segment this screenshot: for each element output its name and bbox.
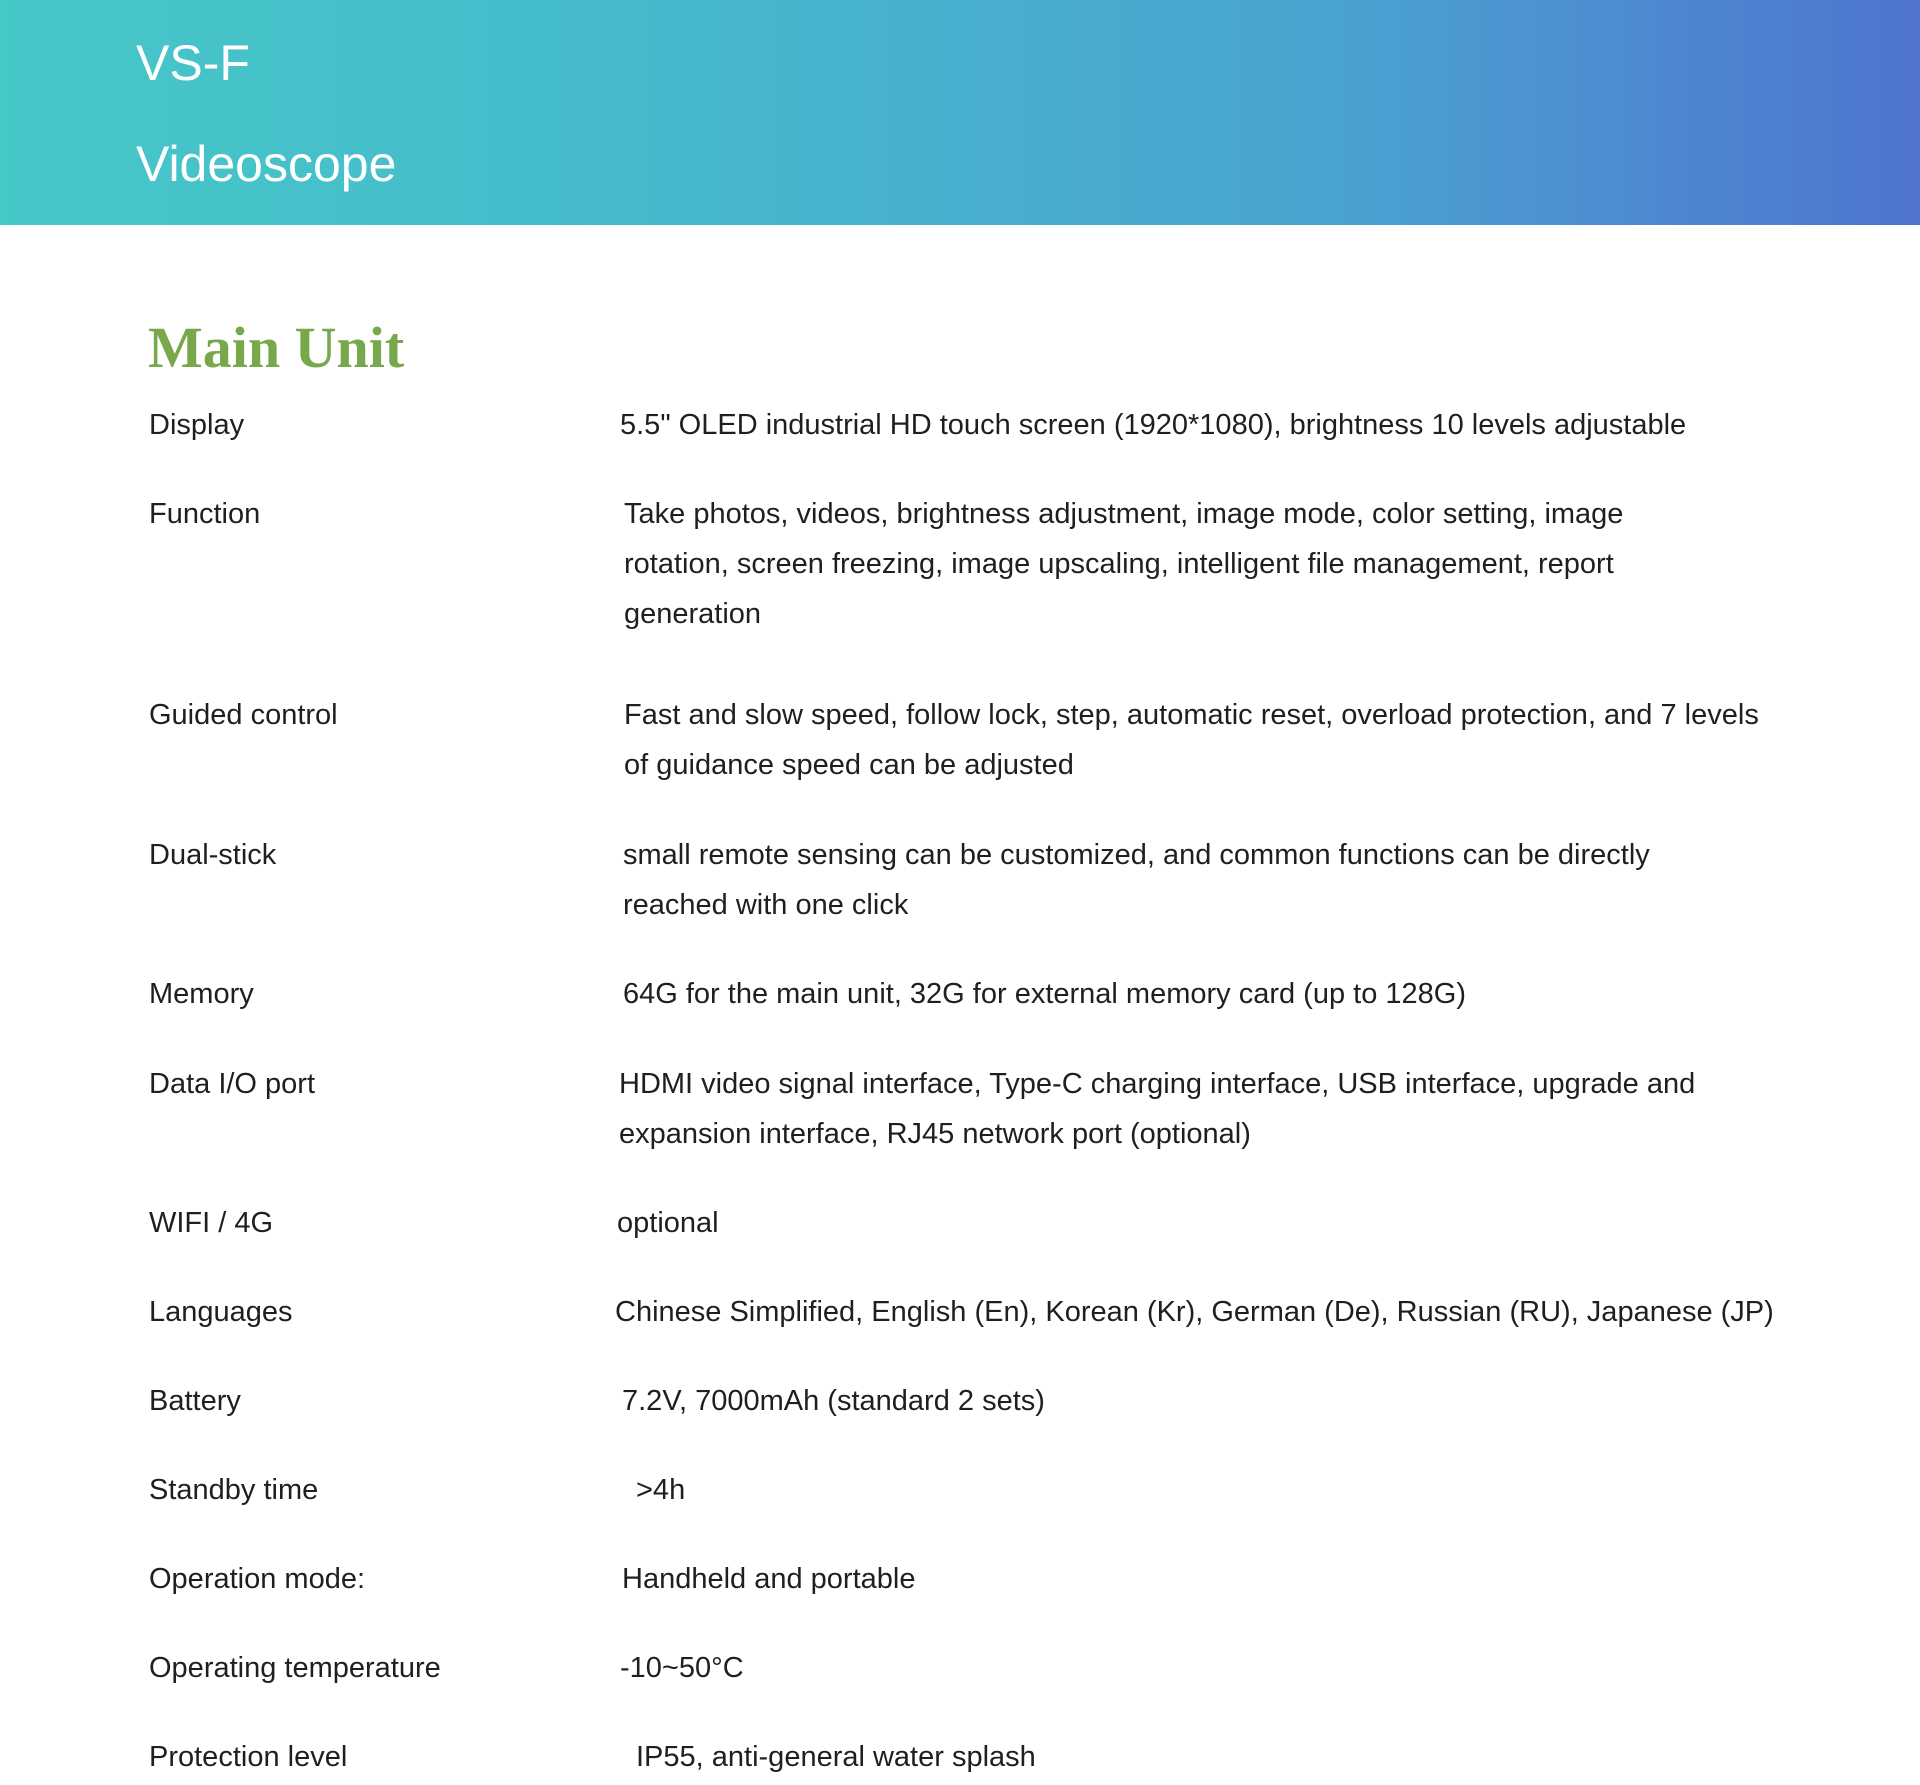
- spec-label-guided-control: Guided control: [149, 699, 338, 731]
- spec-value-languages: Chinese Simplified, English (En), Korean (Kr), German (De), Russian (RU), Japanese (JP): [615, 1296, 1774, 1328]
- spec-label-operation-mode: Operation mode:: [149, 1563, 366, 1595]
- spec-value-dual-stick: small remote sensing can be customized, and common functions can be directly reached with one click: [623, 839, 1650, 921]
- spec-value-data-io-port: HDMI video signal interface, Type-C charging interface, USB interface, upgrade and expansion interface, RJ45 network port (optional): [619, 1068, 1696, 1150]
- spec-value-wifi-4g: optional: [617, 1207, 719, 1239]
- spec-value-display: 5.5" OLED industrial HD touch screen (1920*1080), brightness 10 levels adjustable: [620, 409, 1687, 441]
- spec-value-protection-level: IP55, anti-general water splash: [636, 1741, 1036, 1773]
- spec-value-operation-mode: Handheld and portable: [622, 1563, 916, 1595]
- header-banner: [0, 0, 1920, 225]
- spec-label-function: Function: [149, 498, 261, 530]
- spec-value-operating-temperature: -10~50°C: [620, 1652, 744, 1684]
- spec-label-wifi-4g: WIFI / 4G: [149, 1207, 274, 1239]
- spec-label-memory: Memory: [149, 978, 254, 1010]
- section-title: Main Unit: [148, 315, 405, 380]
- spec-label-languages: Languages: [149, 1296, 293, 1328]
- product-name: Videoscope: [136, 136, 397, 192]
- spec-value-standby-time: >4h: [636, 1474, 686, 1506]
- spec-label-protection-level: Protection level: [149, 1741, 348, 1773]
- spec-label-operating-temperature: Operating temperature: [149, 1652, 441, 1684]
- spec-value-battery: 7.2V, 7000mAh (standard 2 sets): [622, 1385, 1045, 1417]
- spec-label-dual-stick: Dual-stick: [149, 839, 277, 871]
- spec-value-function: Take photos, videos, brightness adjustment, image mode, color setting, image rotation, screen freezing, image upscaling, intelligent file management, report generation: [624, 498, 1624, 630]
- spec-label-battery: Battery: [149, 1385, 241, 1417]
- spec-label-display: Display: [149, 409, 245, 441]
- spec-label-data-io-port: Data I/O port: [149, 1068, 316, 1100]
- product-model: VS-F: [136, 35, 250, 91]
- spec-value-guided-control: Fast and slow speed, follow lock, step, automatic reset, overload protection, and 7 levels of guidance speed can be adjusted: [624, 699, 1759, 781]
- spec-label-standby-time: Standby time: [149, 1474, 319, 1506]
- spec-value-memory: 64G for the main unit, 32G for external memory card (up to 128G): [623, 978, 1466, 1010]
